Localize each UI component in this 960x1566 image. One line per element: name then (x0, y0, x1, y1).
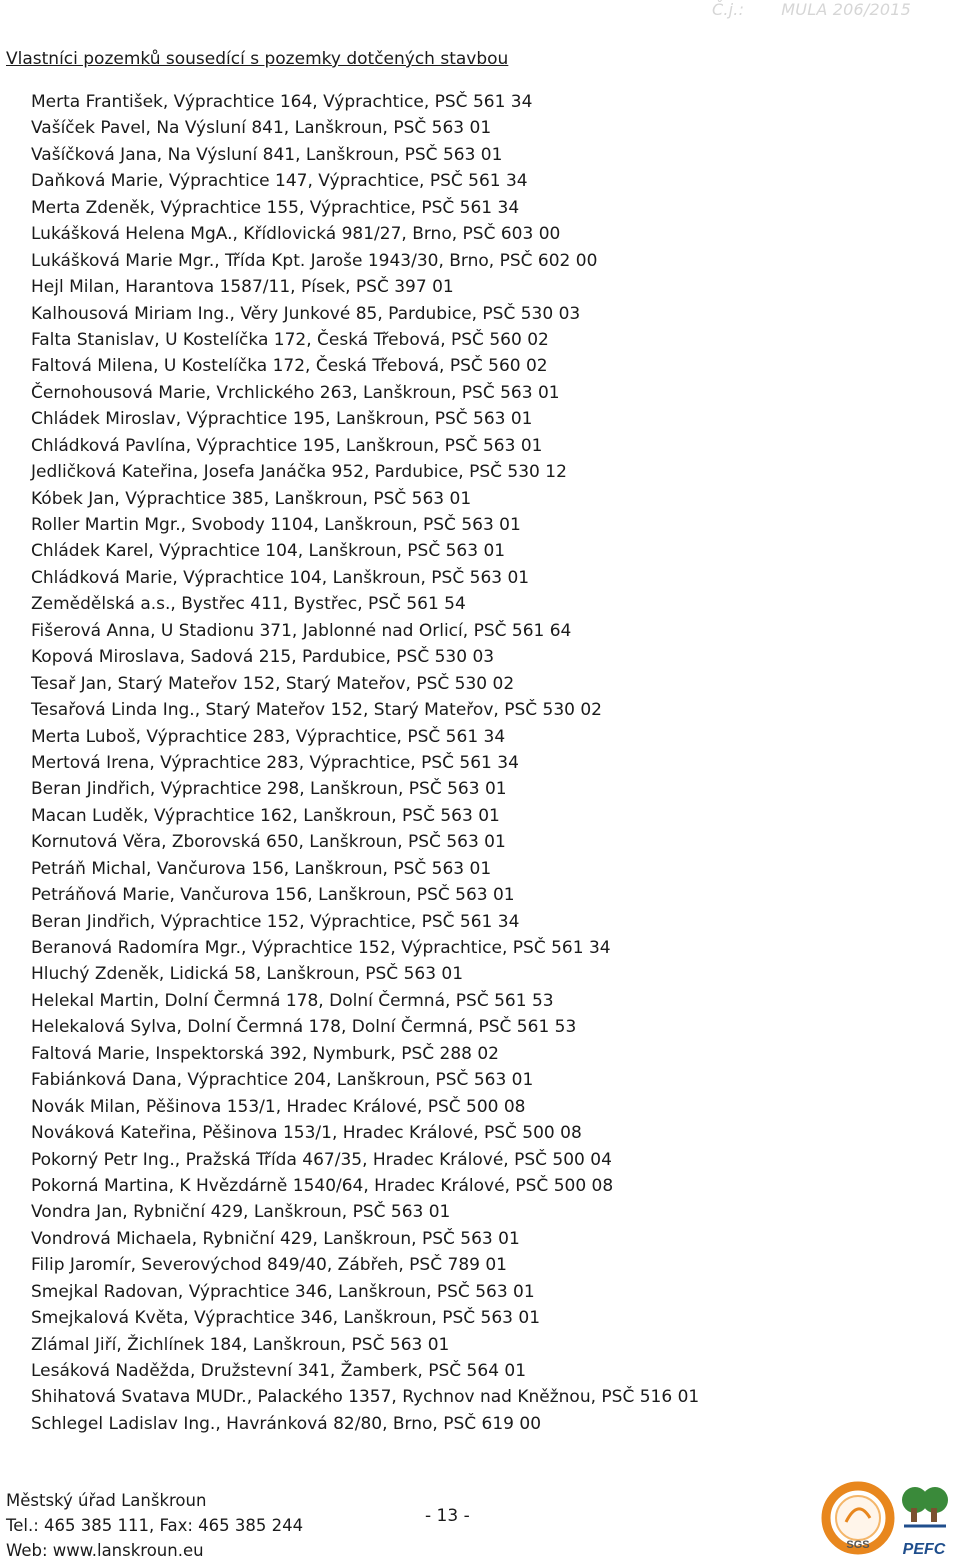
pefc-label: PEFC (902, 1541, 946, 1558)
owner-entry: Helekalová Sylva, Dolní Čermná 178, Dolní Čermná, PSČ 561 53 (31, 1017, 577, 1038)
owner-entry: Mertová Irena, Výprachtice 283, Výprachtice, PSČ 561 34 (31, 752, 519, 773)
owner-entry: Černohousová Marie, Vrchlického 263, Lanškroun, PSČ 563 01 (31, 382, 560, 403)
owner-entry: Falta Stanislav, U Kostelíčka 172, Česká Třebová, PSČ 560 02 (31, 329, 549, 350)
owner-entry: Novák Milan, Pěšinova 153/1, Hradec Králové, PSČ 500 08 (31, 1096, 526, 1117)
owner-entry: Filip Jaromír, Severovýchod 849/40, Zábřeh, PSČ 789 01 (31, 1255, 507, 1276)
owner-entry: Lukášková Helena MgA., Křídlovická 981/27, Brno, PSČ 603 00 (31, 224, 561, 245)
owner-entry: Petráň Michal, Vančurova 156, Lanškroun, PSČ 563 01 (31, 858, 492, 879)
footer-phone-fax: Tel.: 465 385 111, Fax: 465 385 244 (6, 1516, 304, 1535)
owner-list (31, 89, 699, 1437)
owner-entry: Vondra Jan, Rybniční 429, Lanškroun, PSČ 563 01 (31, 1202, 451, 1223)
reference-label: Č.j.: (712, 0, 745, 19)
owner-entry: Kalhousová Miriam Ing., Věry Junkové 85, Pardubice, PSČ 530 03 (31, 303, 581, 324)
reference-number: MULA 206/2015 (781, 0, 912, 19)
owner-entry: Zemědělská a.s., Bystřec 411, Bystřec, PSČ 561 54 (31, 594, 466, 615)
owner-entry: Beran Jindřich, Výprachtice 152, Výprachtice, PSČ 561 34 (31, 911, 520, 932)
owner-entry: Schlegel Ladislav Ing., Havránková 82/80, Brno, PSČ 619 00 (31, 1413, 542, 1434)
owner-entry: Kornutová Věra, Zborovská 650, Lanškroun, PSČ 563 01 (31, 832, 506, 853)
pefc-trunk-left-icon (911, 1508, 917, 1522)
certification-logos (818, 1478, 956, 1562)
footer-web: Web: www.lanskroun.eu (6, 1541, 204, 1560)
certification-logos-svg (818, 1478, 956, 1562)
owner-entry: Vondrová Michaela, Rybniční 429, Lanškroun, PSČ 563 01 (31, 1228, 520, 1249)
owner-entry: Daňková Marie, Výprachtice 147, Výprachtice, PSČ 561 34 (31, 171, 528, 192)
sgs-label: SGS (846, 1539, 870, 1551)
owner-entry: Fabiánková Dana, Výprachtice 204, Lanškroun, PSČ 563 01 (31, 1070, 534, 1091)
owner-entry: Helekal Martin, Dolní Čermná 178, Dolní Čermná, PSČ 561 53 (31, 990, 554, 1011)
owner-entry: Jedličková Kateřina, Josefa Janáčka 952, Pardubice, PSČ 530 12 (31, 462, 567, 483)
owner-entry: Merta Luboš, Výprachtice 283, Výprachtice, PSČ 561 34 (31, 726, 506, 747)
owner-entry: Beranová Radomíra Mgr., Výprachtice 152, Výprachtice, PSČ 561 34 (31, 938, 611, 958)
owner-entry: Faltová Milena, U Kostelíčka 172, Česká Třebová, PSČ 560 02 (31, 356, 548, 377)
owner-entry: Pokorný Petr Ing., Pražská Třída 467/35, Hradec Králové, PSČ 500 04 (31, 1149, 612, 1170)
owner-entry: Shihatová Svatava MUDr., Palackého 1357, Rychnov nad Kněžnou, PSČ 516 01 (31, 1387, 700, 1408)
owner-entry: Merta Zdeněk, Výprachtice 155, Výprachtice, PSČ 561 34 (31, 197, 520, 218)
owner-entry: Tesař Jan, Starý Mateřov 152, Starý Mateřov, PSČ 530 02 (31, 673, 515, 694)
owner-entry: Chládek Miroslav, Výprachtice 195, Lanškroun, PSČ 563 01 (31, 409, 533, 430)
owner-entry: Faltová Marie, Inspektorská 392, Nymburk, PSČ 288 02 (31, 1043, 499, 1064)
owner-entry: Fišerová Anna, U Stadionu 371, Jablonné nad Orlicí, PSČ 561 64 (31, 620, 572, 641)
owner-entry: Kóbek Jan, Výprachtice 385, Lanškroun, PSČ 563 01 (31, 488, 472, 509)
owner-entry: Macan Luděk, Výprachtice 162, Lanškroun, PSČ 563 01 (31, 805, 500, 826)
owner-entry: Chládková Marie, Výprachtice 104, Lanškroun, PSČ 563 01 (31, 567, 530, 588)
pefc-trunk-right-icon (931, 1508, 937, 1522)
pefc-logo (902, 1487, 948, 1558)
owner-entry: Hluchý Zdeněk, Lidická 58, Lanškroun, PSČ 563 01 (31, 964, 464, 985)
owner-entry: Smejkalová Květa, Výprachtice 346, Lanškroun, PSČ 563 01 (31, 1308, 541, 1329)
page-number: - 13 - (425, 1506, 470, 1526)
owner-entry: Zlámal Jiří, Žichlínek 184, Lanškroun, PSČ 563 01 (31, 1334, 450, 1355)
owner-entry: Vašíčková Jana, Na Výsluní 841, Lanškroun, PSČ 563 01 (31, 144, 503, 165)
footer-office: Městský úřad Lanškroun (6, 1491, 207, 1510)
owner-entry: Roller Martin Mgr., Svobody 1104, Lanškroun, PSČ 563 01 (31, 515, 521, 535)
owner-entry: Merta František, Výprachtice 164, Výprachtice, PSČ 561 34 (31, 92, 533, 112)
owner-entry: Beran Jindřich, Výprachtice 298, Lanškroun, PSČ 563 01 (31, 779, 507, 800)
owner-entry: Lesáková Naděžda, Družstevní 341, Žamberk, PSČ 564 01 (31, 1361, 527, 1381)
footer-contact (6, 1488, 303, 1563)
document-reference (712, 0, 952, 24)
sgs-iso-logo (826, 1486, 890, 1551)
owner-entry: Vašíček Pavel, Na Výsluní 841, Lanškroun, PSČ 563 01 (31, 118, 492, 139)
sgs-inner-circle-icon (836, 1496, 880, 1540)
owner-entry: Nováková Kateřina, Pěšinova 153/1, Hradec Králové, PSČ 500 08 (31, 1123, 582, 1144)
owner-entry: Tesařová Linda Ing., Starý Mateřov 152, Starý Mateřov, PSČ 530 02 (31, 700, 602, 721)
owner-entry: Chládek Karel, Výprachtice 104, Lanškroun, PSČ 563 01 (31, 541, 506, 562)
owner-entry: Smejkal Radovan, Výprachtice 346, Lanškroun, PSČ 563 01 (31, 1281, 535, 1302)
owner-entry: Lukášková Marie Mgr., Třída Kpt. Jaroše 1943/30, Brno, PSČ 602 00 (31, 250, 598, 271)
owner-entry: Petráňová Marie, Vančurova 156, Lanškroun, PSČ 563 01 (31, 885, 515, 906)
owner-entry: Pokorná Martina, K Hvězdárně 1540/64, Hradec Králové, PSČ 500 08 (31, 1175, 614, 1196)
owner-entry: Hejl Milan, Harantova 1587/11, Písek, PSČ 397 01 (31, 277, 454, 298)
owner-entry: Kopová Miroslava, Sadová 215, Pardubice, PSČ 530 03 (31, 647, 495, 668)
section-title: Vlastníci pozemků sousedící s pozemky dotčených stavbou (6, 49, 509, 69)
owner-entry: Chládková Pavlína, Výprachtice 195, Lanškroun, PSČ 563 01 (31, 435, 543, 456)
